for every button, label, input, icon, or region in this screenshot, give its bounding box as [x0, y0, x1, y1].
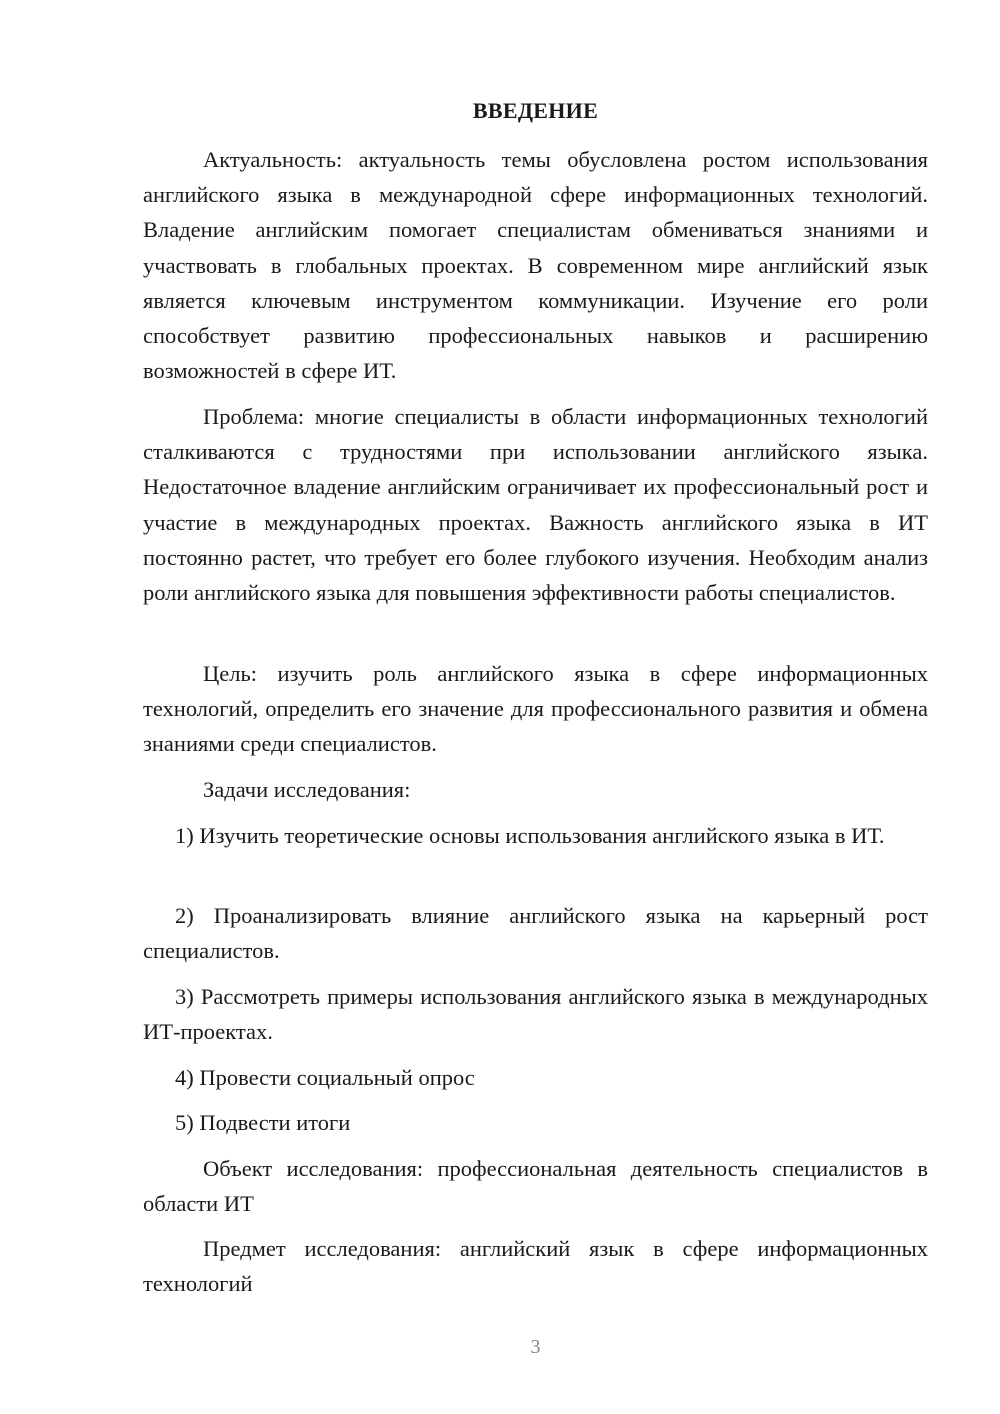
- page-title: ВВЕДЕНИЕ: [472, 98, 599, 123]
- goal-paragraph: Цель: изучить роль английского языка в сфере информационных технологий, определить его значение для профессионального развития и обмена знаниями среди специалистов.: [143, 661, 928, 757]
- task-item-2: 2) Проанализировать влияние английского языка на карьерный рост специалистов.: [143, 903, 928, 964]
- page-number: 3: [530, 1336, 541, 1358]
- subject-paragraph: Предмет исследования: английский язык в сфере информационных технологий: [143, 1236, 928, 1297]
- task-item-5: 5) Подвести итоги: [175, 1110, 351, 1135]
- relevance-paragraph: Актуальность: актуальность темы обусловлена ростом использования английского языка в международной сфере информационных технологий. Владение английским помогает специалистам обмениваться знаниями и участвовать в глобальных проектах. В современном мире английский язык является ключевым инструментом коммуникации. Изучение его роли способствует развитию профессиональных навыков и расширению возможностей в сфере ИТ.: [143, 147, 928, 384]
- tasks-heading: Задачи исследования:: [203, 777, 411, 802]
- task-item-1: 1) Изучить теоретические основы использования английского языка в ИТ.: [175, 823, 885, 848]
- task-item-4: 4) Провести социальный опрос: [175, 1065, 475, 1090]
- object-paragraph: Объект исследования: профессиональная деятельность специалистов в области ИТ: [143, 1156, 928, 1217]
- problem-paragraph: Проблема: многие специалисты в области информационных технологий сталкиваются с трудностями при использовании английского языка. Недостаточное владение английским ограничивает их профессиональный рост и участие в международных проектах. Важность английского языка в ИТ постоянно растет, что требует его более глубокого изучения. Необходим анализ роли английского языка для повышения эффективности работы специалистов.: [143, 404, 928, 606]
- task-item-3: 3) Рассмотреть примеры использования английского языка в международных ИТ-проектах.: [143, 984, 928, 1045]
